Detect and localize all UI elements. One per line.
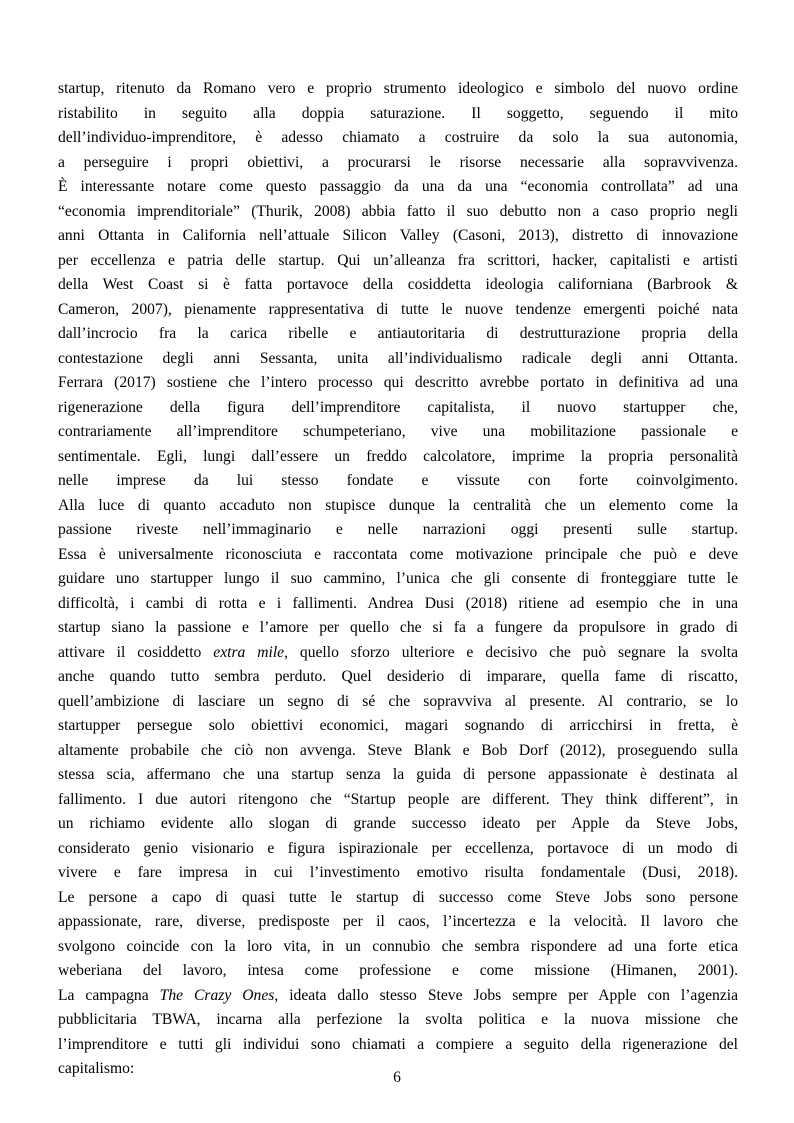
text-line: startupper persegue solo obiettivi economici, magari sognando di arricchirsi in fretta, è [58,717,738,734]
text-line: ristabilito in seguito alla doppia saturazione. Il soggetto, seguendo il mito [58,104,738,122]
text-line: stessa scia, affermano che una startup senza la guida di persone appassionate è destinata al [58,766,738,783]
text-line: Cameron, 2007), pienamente rappresentativa di tutte le nuove tendenze emergenti poiché nata [58,300,738,318]
text-line [58,984,738,1009]
text-line: svolgono coincide con la loro vita, in un connubio che sembra rispondere ad una forte etica [58,937,738,955]
text-line: appassionate, rare, diverse, predisposte per il caos, l’incertezza e la velocità. Il lavoro che [58,913,738,930]
text-line: difficoltà, i cambi di rotta e i fallimenti. Andrea Dusi (2018) ritiene ad esempio che in una [58,594,738,612]
text-line: Essa è universalmente riconosciuta e raccontata come motivazione principale che può e deve [58,545,738,563]
text-line: passione riveste nell’immaginario e nelle narrazioni oggi presenti sulle startup. [58,521,738,538]
text-line: quell’ambizione di lasciare un segno di sé che sopravviva al presente. Al contrario, se lo [58,692,738,710]
text-line: startup, ritenuto da Romano vero e proprio strumento ideologico e simbolo del nuovo ordine [58,80,738,97]
page-number: 6 [393,1069,401,1086]
text-segment: attivare il cosiddetto [58,643,214,661]
text-line: nelle imprese da lui stesso fondate e vissute con forte coinvolgimento. [58,472,738,489]
text-line: l’imprenditore e tutti gli individui sono chiamati a compiere a seguito della rigenerazione del [58,1035,738,1053]
text-line: weberiana del lavoro, intesa come professione e come missione (Himanen, 2001). [58,962,738,979]
text-line: “economia imprenditoriale” (Thurik, 2008) abbia fatto il suo debutto non a caso proprio negli [58,202,738,220]
text-line: considerato genio visionario e figura ispirazionale per eccellenza, portavoce di un modo di [58,839,738,857]
text-line: della West Coast si è fatta portavoce della cosiddetta ideologia californiana (Barbrook & [58,276,738,293]
text-line: pubblicitaria TBWA, incarna alla perfezione la svolta politica e la nuova missione che [58,1011,738,1028]
text-line: startup siano la passione e l’amore per quello che si fa a fungere da propulsore in grado di [58,619,738,636]
text-line: un richiamo evidente allo slogan di grande successo ideato per Apple da Steve Jobs, [58,815,738,832]
text-line: dell’individuo-imprenditore, è adesso chiamato a costruire da solo la sua autonomia, [58,129,738,146]
text-segment: , quello sforzo ulteriore e decisivo che può segnare la svolta [284,643,738,661]
text-line: anche quando tutto sembra perduto. Quel desiderio di imparare, quella fame di riscatto, [58,668,738,685]
text-segment: La campagna [58,986,160,1004]
text-line: fallimento. I due autori ritengono che “Startup people are different. They think different”, in [58,790,738,808]
body-text [58,77,738,1082]
text-line: per eccellenza e patria delle startup. Qui un’alleanza fra scrittori, hacker, capitalisti e artisti [58,251,738,269]
text-line: sentimentale. Egli, lungi dall’essere un freddo calcolatore, imprime la propria personalità [58,447,738,465]
text-line: vivere e fare impresa in cui l’investimento emotivo risulta fondamentale (Dusi, 2018). [58,864,738,881]
text-line: Le persone a capo di quasi tutte le startup di successo come Steve Jobs sono persone [58,888,738,906]
text-line: dall’incrocio fra la carica ribelle e antiautoritaria di destrutturazione propria della [58,325,738,342]
text-line: Ferrara (2017) sostiene che l’intero processo qui descritto avrebbe portato in definitiva ad una [58,374,738,391]
text-line: contestazione degli anni Sessanta, unita all’individualismo radicale degli anni Ottanta. [58,349,738,367]
text-line: Alla luce di quanto accaduto non stupisce dunque la centralità che un elemento come la [58,496,738,514]
text-line: anni Ottanta in California nell’attuale Silicon Valley (Casoni, 2013), distretto di innovazione [58,227,738,244]
text-line: rigenerazione della figura dell’imprenditore capitalista, il nuovo startupper che, [58,398,738,416]
text-line: guidare uno startupper lungo il suo cammino, l’unica che gli consente di fronteggiare tutte le [58,570,738,587]
text-line: contrariamente all’imprenditore schumpeteriano, vive una mobilitazione passionale e [58,423,738,440]
text-line: a perseguire i propri obiettivi, a procurarsi le risorse necessarie alla sopravvivenza. [58,153,738,171]
text-line: altamente probabile che ciò non avvenga. Steve Blank e Bob Dorf (2012), proseguendo sulla [58,741,738,759]
text-segment: , ideata dallo stesso Steve Jobs sempre per Apple con l’agenzia [274,986,739,1004]
text-line [58,641,738,666]
text-line: È interessante notare come questo passaggio da una da una “economia controllata” ad una [58,178,738,195]
emphasized-term: extra mile [213,643,285,661]
emphasized-term: The Crazy Ones [159,986,275,1004]
text-line: capitalismo: [58,1060,135,1077]
